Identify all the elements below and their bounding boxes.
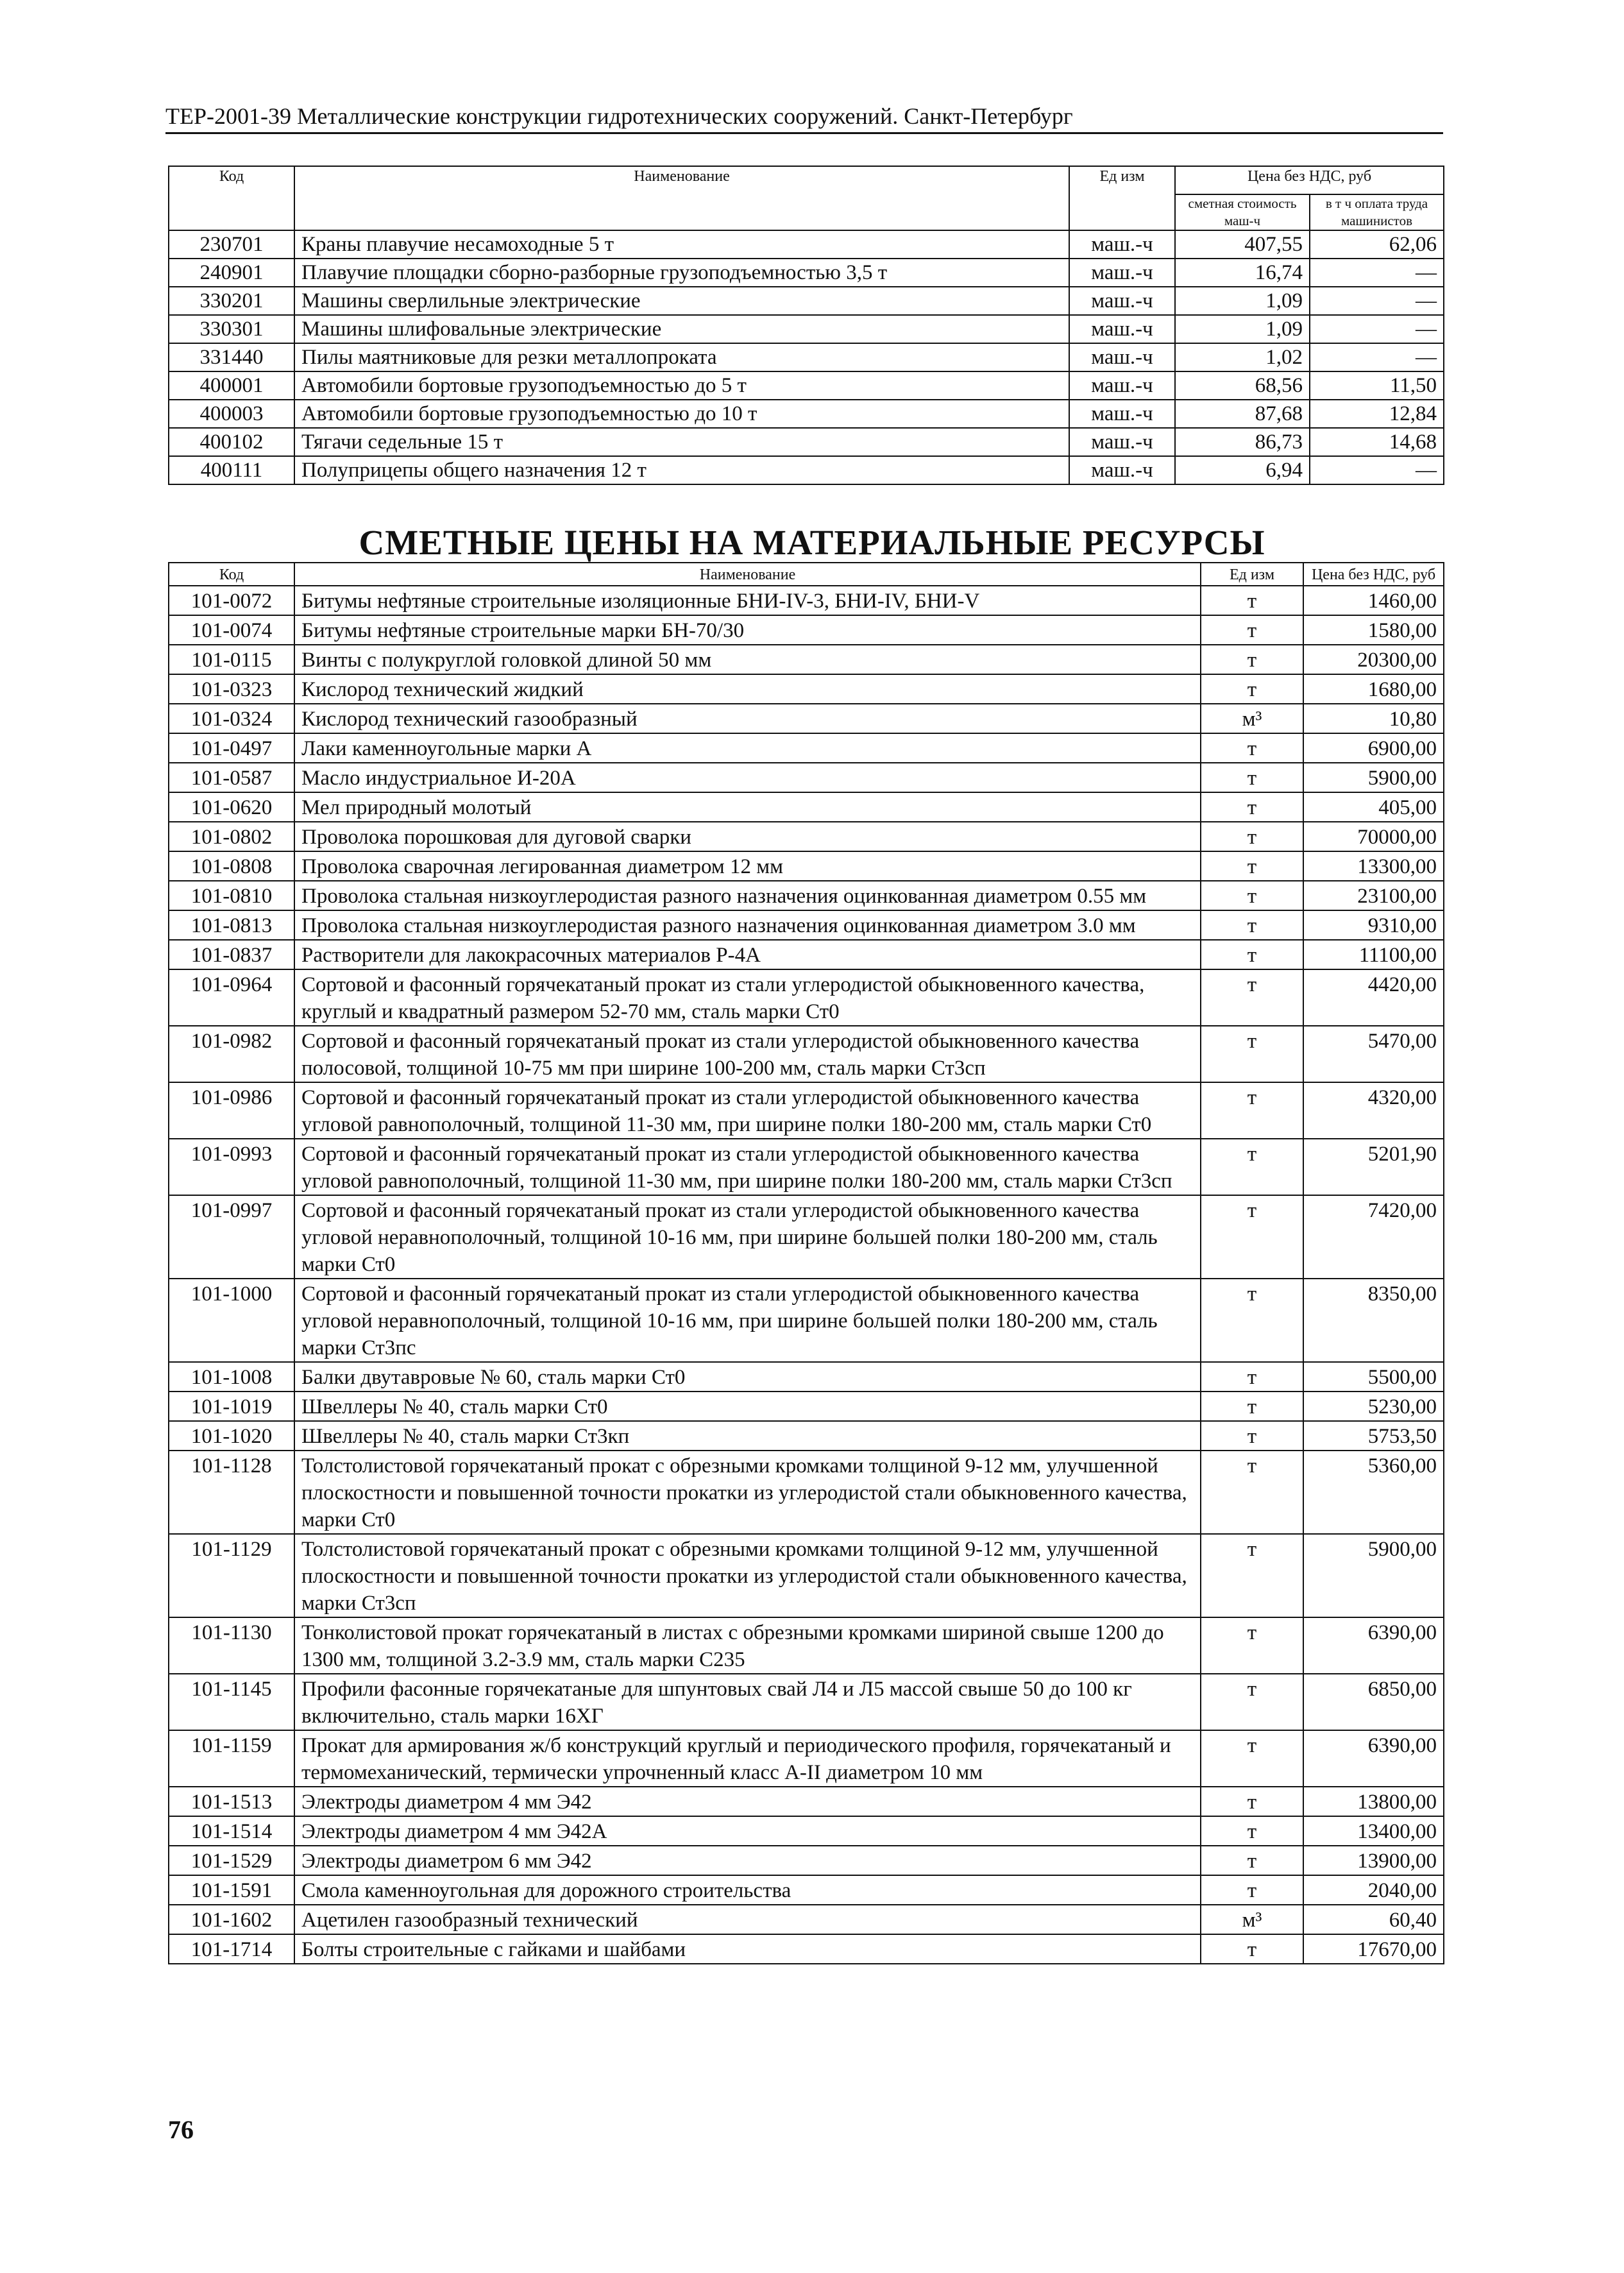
code-cell: 101-1602 xyxy=(169,1905,294,1934)
price-cell: 5470,00 xyxy=(1303,1026,1444,1082)
cost-cell: 1,09 xyxy=(1175,315,1310,343)
table-row xyxy=(169,1617,1444,1674)
code-cell: 240901 xyxy=(169,259,294,287)
price-cell: 20300,00 xyxy=(1303,645,1444,674)
code-cell: 101-0115 xyxy=(169,645,294,674)
table-row xyxy=(169,881,1444,910)
unit-cell: т xyxy=(1201,1934,1303,1964)
unit-cell: т xyxy=(1201,1816,1303,1846)
table-row xyxy=(169,733,1444,763)
header-code: Код xyxy=(169,563,294,586)
header-wage: в т ч оплата труда машинистов xyxy=(1310,194,1444,230)
header-unit: Ед изм xyxy=(1069,166,1175,230)
code-cell: 101-0986 xyxy=(169,1082,294,1139)
table-row xyxy=(169,1195,1444,1279)
name-cell: Битумы нефтяные строительные изоляционные БНИ-IV-3, БНИ-IV, БНИ-V xyxy=(294,586,1201,615)
code-cell: 101-0993 xyxy=(169,1139,294,1195)
name-cell: Электроды диаметром 6 мм Э42 xyxy=(294,1846,1201,1875)
unit-cell: т xyxy=(1201,1392,1303,1421)
unit-cell: т xyxy=(1201,792,1303,822)
code-cell: 101-0072 xyxy=(169,586,294,615)
table-row xyxy=(169,851,1444,881)
price-cell: 5900,00 xyxy=(1303,1534,1444,1617)
table-row xyxy=(169,259,1444,287)
table-row xyxy=(169,615,1444,645)
price-cell: 5201,90 xyxy=(1303,1139,1444,1195)
name-cell: Автомобили бортовые грузоподъемностью до 10 т xyxy=(294,400,1069,428)
name-cell: Машины шлифовальные электрические xyxy=(294,315,1069,343)
code-cell: 101-0813 xyxy=(169,910,294,940)
code-cell: 101-0324 xyxy=(169,704,294,733)
wage-cell: 12,84 xyxy=(1310,400,1444,428)
price-cell: 70000,00 xyxy=(1303,822,1444,851)
unit-cell: т xyxy=(1201,822,1303,851)
code-cell: 101-0074 xyxy=(169,615,294,645)
table-row xyxy=(169,586,1444,615)
cost-cell: 1,09 xyxy=(1175,287,1310,315)
name-cell: Сортовой и фасонный горячекатаный прокат из стали углеродистой обыкновенного качества угловой равнополочный, толщиной 11-30 мм, при ширине полки 180-200 мм, сталь марки Ст3сп xyxy=(294,1139,1201,1195)
name-cell: Мел природный молотый xyxy=(294,792,1201,822)
name-cell: Сортовой и фасонный горячекатаный прокат из стали углеродистой обыкновенного качества угловой равнополочный, толщиной 11-30 мм, при ширине полки 180-200 мм, сталь марки Ст0 xyxy=(294,1082,1201,1139)
code-cell: 101-1000 xyxy=(169,1279,294,1362)
name-cell: Сортовой и фасонный горячекатаный прокат из стали углеродистой обыкновенного качества угловой неравнополочный, толщиной 10-16 мм, при ширине большей полки 180-200 мм, сталь марки Ст3пс xyxy=(294,1279,1201,1362)
name-cell: Полуприцепы общего назначения 12 т xyxy=(294,456,1069,484)
unit-cell: т xyxy=(1201,763,1303,792)
table-row xyxy=(169,910,1444,940)
unit-cell: т xyxy=(1201,1875,1303,1905)
table-row xyxy=(169,704,1444,733)
code-cell: 330201 xyxy=(169,287,294,315)
name-cell: Сортовой и фасонный горячекатаный прокат из стали углеродистой обыкновенного качества, круглый и квадратный размером 52-70 мм, сталь марки Ст0 xyxy=(294,969,1201,1026)
unit-cell: маш.-ч xyxy=(1069,287,1175,315)
unit-cell: маш.-ч xyxy=(1069,456,1175,484)
wage-cell: 14,68 xyxy=(1310,428,1444,456)
wage-cell: — xyxy=(1310,315,1444,343)
unit-cell: т xyxy=(1201,733,1303,763)
price-cell: 1460,00 xyxy=(1303,586,1444,615)
code-cell: 101-1514 xyxy=(169,1816,294,1846)
wage-cell: — xyxy=(1310,259,1444,287)
table-row xyxy=(169,822,1444,851)
price-cell: 4320,00 xyxy=(1303,1082,1444,1139)
unit-cell: т xyxy=(1201,645,1303,674)
table-row xyxy=(169,1139,1444,1195)
code-cell: 101-1129 xyxy=(169,1534,294,1617)
code-cell: 101-0587 xyxy=(169,763,294,792)
wage-cell: 62,06 xyxy=(1310,230,1444,259)
code-cell: 101-0808 xyxy=(169,851,294,881)
page-number: 76 xyxy=(168,2115,194,2144)
unit-cell: маш.-ч xyxy=(1069,428,1175,456)
unit-cell: т xyxy=(1201,969,1303,1026)
table-row xyxy=(169,1787,1444,1816)
unit-cell: т xyxy=(1201,1674,1303,1730)
cost-cell: 1,02 xyxy=(1175,343,1310,371)
header-code: Код xyxy=(169,166,294,230)
code-cell: 101-1020 xyxy=(169,1421,294,1451)
code-cell: 101-0964 xyxy=(169,969,294,1026)
price-cell: 6390,00 xyxy=(1303,1730,1444,1787)
table-row xyxy=(169,1934,1444,1964)
cost-cell: 16,74 xyxy=(1175,259,1310,287)
price-cell: 6900,00 xyxy=(1303,733,1444,763)
unit-cell: т xyxy=(1201,1534,1303,1617)
header-price: Цена без НДС, руб xyxy=(1303,563,1444,586)
price-cell: 5500,00 xyxy=(1303,1362,1444,1392)
wage-cell: — xyxy=(1310,287,1444,315)
price-cell: 8350,00 xyxy=(1303,1279,1444,1362)
unit-cell: маш.-ч xyxy=(1069,259,1175,287)
name-cell: Проволока порошковая для дуговой сварки xyxy=(294,822,1201,851)
table-row xyxy=(169,674,1444,704)
name-cell: Тонколистовой прокат горячекатаный в листах с обрезными кромками шириной свыше 1200 до 1300 мм, толщиной 3.2-3.9 мм, сталь марки С235 xyxy=(294,1617,1201,1674)
name-cell: Кислород технический газообразный xyxy=(294,704,1201,733)
unit-cell: маш.-ч xyxy=(1069,315,1175,343)
code-cell: 331440 xyxy=(169,343,294,371)
table-row xyxy=(169,1451,1444,1534)
name-cell: Профили фасонные горячекатаные для шпунтовых свай Л4 и Л5 массой свыше 50 до 100 кг включительно, сталь марки 16ХГ xyxy=(294,1674,1201,1730)
code-cell: 101-1159 xyxy=(169,1730,294,1787)
table-row xyxy=(169,400,1444,428)
code-cell: 101-1145 xyxy=(169,1674,294,1730)
price-cell: 9310,00 xyxy=(1303,910,1444,940)
price-cell: 17670,00 xyxy=(1303,1934,1444,1964)
table-row xyxy=(169,1875,1444,1905)
name-cell: Краны плавучие несамоходные 5 т xyxy=(294,230,1069,259)
table-row xyxy=(169,969,1444,1026)
price-cell: 5360,00 xyxy=(1303,1451,1444,1534)
unit-cell: т xyxy=(1201,674,1303,704)
name-cell: Проволока стальная низкоуглеродистая разного назначения оцинкованная диаметром 3.0 мм xyxy=(294,910,1201,940)
table-row xyxy=(169,1846,1444,1875)
code-cell: 230701 xyxy=(169,230,294,259)
wage-cell: 11,50 xyxy=(1310,371,1444,400)
section-title: СМЕТНЫЕ ЦЕНЫ НА МАТЕРИАЛЬНЫЕ РЕСУРСЫ xyxy=(359,523,1265,562)
unit-cell: т xyxy=(1201,1362,1303,1392)
wage-cell: — xyxy=(1310,343,1444,371)
code-cell: 101-1019 xyxy=(169,1392,294,1421)
unit-cell: т xyxy=(1201,1139,1303,1195)
name-cell: Сортовой и фасонный горячекатаный прокат из стали углеродистой обыкновенного качества полосовой, толщиной 10-75 мм при ширине 100-200 мм, сталь марки Ст3сп xyxy=(294,1026,1201,1082)
cost-cell: 6,94 xyxy=(1175,456,1310,484)
code-cell: 101-1008 xyxy=(169,1362,294,1392)
name-cell: Болты строительные с гайками и шайбами xyxy=(294,1934,1201,1964)
price-cell: 13900,00 xyxy=(1303,1846,1444,1875)
unit-cell: т xyxy=(1201,851,1303,881)
table-row xyxy=(169,230,1444,259)
name-cell: Проволока сварочная легированная диаметром 12 мм xyxy=(294,851,1201,881)
price-cell: 5753,50 xyxy=(1303,1421,1444,1451)
name-cell: Тягачи седельные 15 т xyxy=(294,428,1069,456)
price-cell: 405,00 xyxy=(1303,792,1444,822)
unit-cell: м³ xyxy=(1201,1905,1303,1934)
unit-cell: маш.-ч xyxy=(1069,371,1175,400)
name-cell: Швеллеры № 40, сталь марки Ст3кп xyxy=(294,1421,1201,1451)
wage-cell: — xyxy=(1310,456,1444,484)
header-name: Наименование xyxy=(294,166,1069,230)
name-cell: Электроды диаметром 4 мм Э42А xyxy=(294,1816,1201,1846)
unit-cell: т xyxy=(1201,1617,1303,1674)
header-cost: сметная стоимость маш-ч xyxy=(1175,194,1310,230)
price-cell: 10,80 xyxy=(1303,704,1444,733)
table-row xyxy=(169,456,1444,484)
code-cell: 400111 xyxy=(169,456,294,484)
name-cell: Масло индустриальное И-20А xyxy=(294,763,1201,792)
table-row xyxy=(169,1026,1444,1082)
code-cell: 101-0497 xyxy=(169,733,294,763)
table-row xyxy=(169,940,1444,969)
code-cell: 101-0837 xyxy=(169,940,294,969)
name-cell: Ацетилен газообразный технический xyxy=(294,1905,1201,1934)
unit-cell: маш.-ч xyxy=(1069,400,1175,428)
header-name: Наименование xyxy=(294,563,1201,586)
table-row xyxy=(169,1082,1444,1139)
table-row xyxy=(169,1674,1444,1730)
unit-cell: т xyxy=(1201,881,1303,910)
name-cell: Прокат для армирования ж/б конструкций круглый и периодического профиля, горячекатаный и термомеханический, термически упрочненный класс А-II диаметром 10 мм xyxy=(294,1730,1201,1787)
table-row xyxy=(169,343,1444,371)
code-cell: 101-0997 xyxy=(169,1195,294,1279)
name-cell: Машины сверлильные электрические xyxy=(294,287,1069,315)
table-row xyxy=(169,1362,1444,1392)
name-cell: Битумы нефтяные строительные марки БН-70/30 xyxy=(294,615,1201,645)
code-cell: 101-1591 xyxy=(169,1875,294,1905)
code-cell: 101-0810 xyxy=(169,881,294,910)
name-cell: Лаки каменноугольные марки А xyxy=(294,733,1201,763)
code-cell: 101-1130 xyxy=(169,1617,294,1674)
code-cell: 400001 xyxy=(169,371,294,400)
cost-cell: 68,56 xyxy=(1175,371,1310,400)
unit-cell: т xyxy=(1201,1279,1303,1362)
table-row xyxy=(169,1816,1444,1846)
machines-body xyxy=(169,230,1444,484)
name-cell: Автомобили бортовые грузоподъемностью до 5 т xyxy=(294,371,1069,400)
unit-cell: т xyxy=(1201,1026,1303,1082)
code-cell: 400102 xyxy=(169,428,294,456)
unit-cell: т xyxy=(1201,586,1303,615)
table-row xyxy=(169,1279,1444,1362)
price-cell: 5900,00 xyxy=(1303,763,1444,792)
code-cell: 101-0323 xyxy=(169,674,294,704)
unit-cell: маш.-ч xyxy=(1069,343,1175,371)
code-cell: 101-0620 xyxy=(169,792,294,822)
name-cell: Растворители для лакокрасочных материалов Р-4А xyxy=(294,940,1201,969)
code-cell: 400003 xyxy=(169,400,294,428)
table-row xyxy=(169,763,1444,792)
unit-cell: т xyxy=(1201,1195,1303,1279)
materials-body xyxy=(169,586,1444,1964)
table-row xyxy=(169,287,1444,315)
unit-cell: т xyxy=(1201,1730,1303,1787)
price-cell: 13400,00 xyxy=(1303,1816,1444,1846)
price-cell: 1680,00 xyxy=(1303,674,1444,704)
code-cell: 101-1128 xyxy=(169,1451,294,1534)
cost-cell: 87,68 xyxy=(1175,400,1310,428)
name-cell: Толстолистовой горячекатаный прокат с обрезными кромками толщиной 9-12 мм, улучшенной плоскостности и повышенной точности прокатки из углеродистой стали обыкновенного качества, марки Ст0 xyxy=(294,1451,1201,1534)
unit-cell: т xyxy=(1201,1846,1303,1875)
header-unit: Ед изм xyxy=(1201,563,1303,586)
code-cell: 330301 xyxy=(169,315,294,343)
unit-cell: т xyxy=(1201,1421,1303,1451)
unit-cell: маш.-ч xyxy=(1069,230,1175,259)
table-row xyxy=(169,1392,1444,1421)
code-cell: 101-0982 xyxy=(169,1026,294,1082)
name-cell: Смола каменноугольная для дорожного строительства xyxy=(294,1875,1201,1905)
table-row xyxy=(169,1730,1444,1787)
unit-cell: т xyxy=(1201,1451,1303,1534)
price-cell: 4420,00 xyxy=(1303,969,1444,1026)
table-row xyxy=(169,1534,1444,1617)
price-cell: 13300,00 xyxy=(1303,851,1444,881)
price-cell: 2040,00 xyxy=(1303,1875,1444,1905)
name-cell: Толстолистовой горячекатаный прокат с обрезными кромками толщиной 9-12 мм, улучшенной плоскостности и повышенной точности прокатки из углеродистой стали обыкновенного качества, марки Ст3сп xyxy=(294,1534,1201,1617)
table-row xyxy=(169,645,1444,674)
price-cell: 11100,00 xyxy=(1303,940,1444,969)
unit-cell: т xyxy=(1201,910,1303,940)
page-header: ТЕР-2001-39 Металлические конструкции гидротехнических сооружений. Санкт-Петербург xyxy=(165,103,1443,134)
price-cell: 5230,00 xyxy=(1303,1392,1444,1421)
materials-table xyxy=(168,562,1444,1964)
name-cell: Швеллеры № 40, сталь марки Ст0 xyxy=(294,1392,1201,1421)
machines-table xyxy=(168,166,1444,485)
table-row xyxy=(169,1421,1444,1451)
code-cell: 101-1513 xyxy=(169,1787,294,1816)
code-cell: 101-1714 xyxy=(169,1934,294,1964)
price-cell: 6850,00 xyxy=(1303,1674,1444,1730)
price-cell: 7420,00 xyxy=(1303,1195,1444,1279)
price-cell: 23100,00 xyxy=(1303,881,1444,910)
name-cell: Винты с полукруглой головкой длиной 50 мм xyxy=(294,645,1201,674)
unit-cell: т xyxy=(1201,940,1303,969)
unit-cell: т xyxy=(1201,1082,1303,1139)
code-cell: 101-1529 xyxy=(169,1846,294,1875)
unit-cell: т xyxy=(1201,1787,1303,1816)
header-price: Цена без НДС, руб xyxy=(1175,166,1444,194)
name-cell: Плавучие площадки сборно-разборные грузоподъемностью 3,5 т xyxy=(294,259,1069,287)
name-cell: Кислород технический жидкий xyxy=(294,674,1201,704)
name-cell: Проволока стальная низкоуглеродистая разного назначения оцинкованная диаметром 0.55 мм xyxy=(294,881,1201,910)
cost-cell: 86,73 xyxy=(1175,428,1310,456)
cost-cell: 407,55 xyxy=(1175,230,1310,259)
table-row xyxy=(169,371,1444,400)
table-row xyxy=(169,1905,1444,1934)
unit-cell: т xyxy=(1201,615,1303,645)
unit-cell: м³ xyxy=(1201,704,1303,733)
table-row xyxy=(169,428,1444,456)
table-row xyxy=(169,315,1444,343)
code-cell: 101-0802 xyxy=(169,822,294,851)
price-cell: 60,40 xyxy=(1303,1905,1444,1934)
price-cell: 6390,00 xyxy=(1303,1617,1444,1674)
name-cell: Балки двутавровые № 60, сталь марки Ст0 xyxy=(294,1362,1201,1392)
price-cell: 13800,00 xyxy=(1303,1787,1444,1816)
table-row xyxy=(169,792,1444,822)
name-cell: Пилы маятниковые для резки металлопроката xyxy=(294,343,1069,371)
price-cell: 1580,00 xyxy=(1303,615,1444,645)
name-cell: Сортовой и фасонный горячекатаный прокат из стали углеродистой обыкновенного качества угловой неравнополочный, толщиной 10-16 мм, при ширине большей полки 180-200 мм, сталь марки Ст0 xyxy=(294,1195,1201,1279)
name-cell: Электроды диаметром 4 мм Э42 xyxy=(294,1787,1201,1816)
